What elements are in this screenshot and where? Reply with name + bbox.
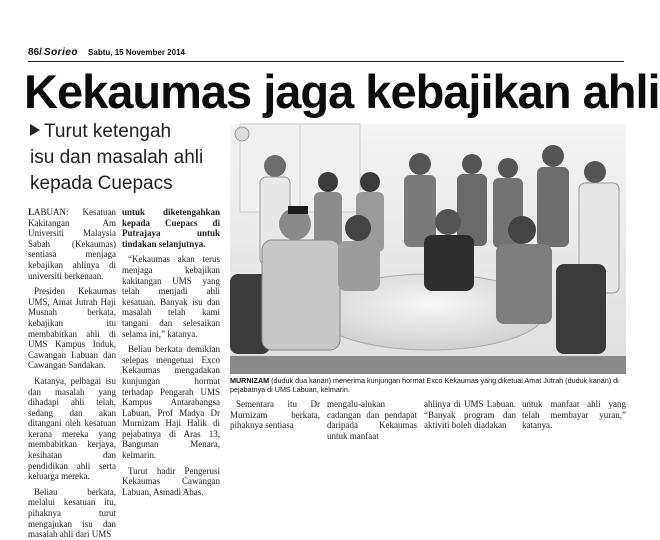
subheadline (30, 119, 230, 199)
caption-text: (duduk dua kanan) menerima kunjungan hormat Exco Kekaumas yang diketuai Amat Jutrah (duduk kanan) di pejabatnya di UMS Labuan, kelmarin. (230, 376, 619, 394)
subhead-line-3: kepada Cuepacs (30, 173, 173, 194)
article-paragraph: Beliau berkata demikian selepas mengetuai Exco Kekaumas mengadakan kunjungan hormat terhadap Pengarah UMS Kampus Antarabangsa Labuan, Prof Madya Dr Murnizam Haji Halik di pejabatnya di Aras 13, Bangunan Menara, kelmarin. (122, 344, 220, 461)
masthead (28, 47, 628, 61)
article-paragraph: LABUAN: Kesatuan Kakitangan Am Universiti Malaysia Sabah (Kekaumas) sentiasa menjaga kebajikan ahlinya di universiti berkenaan. (28, 207, 116, 281)
article-column-2 (122, 207, 220, 497)
article-paragraph: Presiden Kekaumas UMS, Amat Jutrah Haji Musnah berkata, kebajikan itu membabitkan ahli di UMS Kampus Induk, Cawangan Labuan dan Cawangan Sandakan. (28, 286, 116, 371)
article-column-4 (327, 399, 417, 441)
page-number: 86/ (28, 47, 42, 58)
article-paragraph: Beliau berkata, melalui kesatuan itu, pihaknya turut mengajukan isu dan masalah ahli dari UMS (28, 486, 116, 540)
arrow-bullet-icon (30, 124, 40, 136)
section-name: Sorieo (43, 47, 79, 58)
article-paragraph: Sementara itu Dr Murnizam berkata, pihaknya sentiasa (230, 399, 320, 431)
article-paragraph: “Kekaumas akan terus menjaga kebajikan kakitangan UMS yang telah menjadi ahli kesatuan. Banyak isu dan masalah telah kami tangani dan selesaikan selama ini,” katanya. (122, 254, 220, 339)
article-column-6 (522, 399, 626, 429)
article-paragraph: Katanya, pelbagai isu dan masalah yang dihadapi ahli telah, sedang dan akan ditangani oleh kesatuan kerana mereka yang membabitkan kerjaya, kesihatan dan pendidikan ahli serta keluarga mereka. (28, 375, 116, 482)
news-photo (230, 124, 626, 374)
article-column-3 (230, 399, 320, 429)
photo-caption (230, 376, 628, 396)
article-paragraph: ahlinya di UMS Labuan. “Banyak program dan aktiviti boleh diadakan (424, 399, 516, 431)
article-column-1 (28, 207, 116, 540)
group-photo-illustration (230, 124, 626, 374)
subhead-line-2: isu dan masalah ahli (30, 147, 204, 168)
article-paragraph: untuk manfaat ahli yang telah membayar yuran,” katanya. (522, 399, 626, 431)
issue-date: Sabtu, 15 November 2014 (88, 48, 185, 57)
subhead-line-1: Turut ketengah (44, 121, 172, 142)
headline: Kekaumas jaga kebajikan ahli (24, 65, 660, 118)
article-paragraph: untuk diketengahkan kepada Cuepacs di Putrajaya untuk tindakan selanjutnya. (122, 207, 220, 249)
article-paragraph: Turut hadir Pengerusi Kekaumas Cawangan Labuan, Asmadi Abas. (122, 465, 220, 497)
caption-name: MURNIZAM (230, 376, 270, 385)
article-paragraph: mengalu-alukan cadangan dan pendapat daripada Kekaumas untuk manfaat (327, 399, 417, 441)
article-column-5 (424, 399, 516, 429)
masthead-rule (28, 61, 624, 62)
